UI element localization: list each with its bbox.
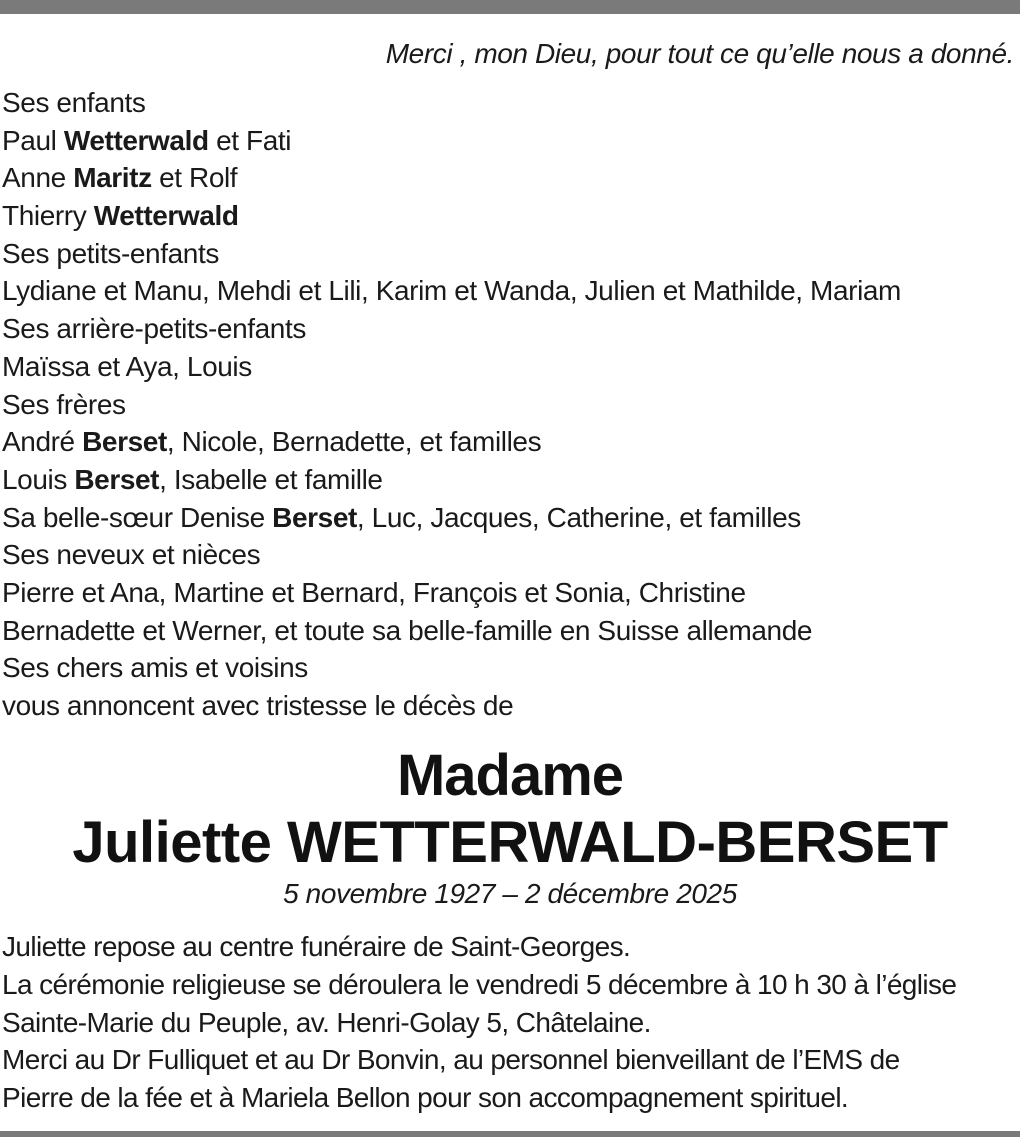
family-text: Paul [2,124,64,156]
family-line [2,574,1018,612]
details-line: Pierre de la fée et à Mariela Bellon pour son accompagnement spirituel. [2,1082,849,1114]
family-surname: Wetterwald [93,200,239,232]
bottom-border-rule [0,1131,1020,1137]
family-text: , Isabelle et famille [159,463,383,495]
family-text: Sa belle-sœur Denise [2,501,273,533]
family-line [2,122,1018,160]
family-text: , Luc, Jacques, Catherine, et familles [356,501,801,533]
deceased-dates: 5 novembre 1927 – 2 décembre 2025 [283,878,737,909]
family-line [2,310,1018,348]
family-line [2,272,1018,310]
family-line [2,423,1018,461]
family-text: André [2,426,83,458]
family-line [2,235,1018,273]
details-line: La cérémonie religieuse se déroulera le vendredi 5 décembre à 10 h 30 à l’église [2,968,957,1000]
family-surname: Berset [74,463,160,495]
family-text: et Rolf [151,162,238,194]
details-line: Sainte-Marie du Peuple, av. Henri-Golay 5, Châtelaine. [2,1006,651,1038]
family-line [2,499,1018,537]
deceased-block [0,743,1020,911]
family-list [2,84,1018,725]
details-line: Merci au Dr Fulliquet et au Dr Bonvin, au personnel bienveillant de l’EMS de [2,1044,900,1076]
family-text: Ses chers amis et voisins [2,652,308,684]
details-line: Juliette repose au centre funéraire de Saint-Georges. [2,931,631,962]
epigraph-quote: Merci , mon Dieu, pour tout ce qu’elle nous a donné. [385,38,1014,69]
family-line [2,649,1018,687]
family-surname: Maritz [73,162,152,194]
family-text: Maïssa et Aya, Louis [2,350,252,382]
family-text: et Fati [208,124,292,156]
family-text: Louis [2,463,75,495]
family-surname: Wetterwald [63,124,209,156]
family-line [2,386,1018,424]
family-text: Thierry [2,200,94,232]
deceased-name: Juliette WETTERWALD-BERSET [72,810,948,875]
family-text: Ses neveux et nièces [2,539,261,571]
family-text: vous annoncent avec tristesse le décès de [2,690,514,721]
top-border-rule [0,0,1020,14]
family-surname: Berset [272,501,357,533]
family-line [2,84,1018,122]
family-surname: Berset [82,426,167,458]
family-line [2,687,1018,725]
family-text: Pierre et Ana, Martine et Bernard, François et Sonia, Christine [2,576,746,608]
family-line [2,159,1018,197]
family-text: Ses arrière-petits-enfants [2,313,306,345]
family-line [2,461,1018,499]
family-text: Ses petits-enfants [2,237,219,269]
family-line [2,612,1018,650]
family-text: Bernadette et Werner, et toute sa belle-famille en Suisse allemande [2,614,813,646]
family-line [2,197,1018,235]
ceremony-details [2,928,1018,1117]
family-text: Lydiane et Manu, Mehdi et Lili, Karim et Wanda, Julien et Mathilde, Mariam [2,275,901,307]
family-text: Anne [2,162,74,194]
family-text: , Nicole, Bernadette, et familles [166,426,542,458]
family-text: Ses enfants [2,87,146,118]
family-text: Ses frères [2,388,126,420]
deceased-title: Madame [396,743,624,808]
family-line [2,348,1018,386]
family-line [2,536,1018,574]
